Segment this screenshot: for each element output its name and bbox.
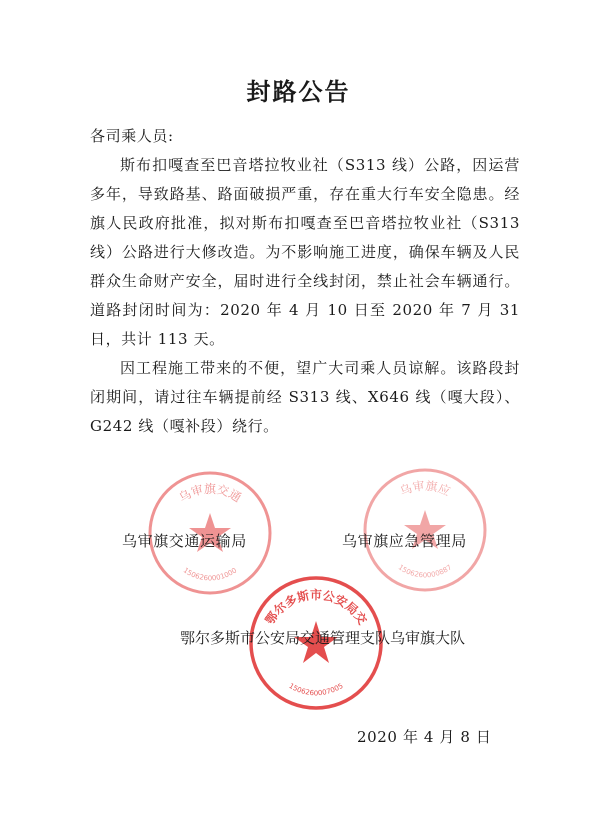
paragraph-detour-info: 因工程施工带来的不便，望广大司乘人员谅解。该路段封闭期间，请过往车辆提前经 S313 线、X646 线（嘎大段）、G242 线（嘎补段）绕行。 (90, 359, 520, 435)
paragraph-closure-details: 斯布扣嘎查至巴音塔拉牧业社（S313 线）公路，因运营多年，导致路基、路面破损严重，存在重大行车安全隐患。经旗人民政府批准，拟对斯布扣嘎查至巴音塔拉牧业社（S313 线）公路进行大修改造。为不影响施工进度，确保车辆及人民群众生命财产安全，届时进行全线封闭，禁止社会车辆通行。道路封闭时间为：2020 年 4 月 10 日至 2020 年 7 月 31 日，共计 113 天。 (90, 156, 520, 348)
svg-text:乌审旗应: 乌审旗应 (397, 478, 453, 499)
signature-emergency-bureau: 乌审旗应急管理局 (342, 532, 467, 550)
signature-transport-bureau: 乌审旗交通运输局 (122, 532, 247, 550)
salutation: 各司乘人员: (90, 127, 174, 145)
svg-text:1506260001000: 1506260001000 (181, 566, 239, 583)
svg-text:乌审旗交通: 乌审旗交通 (176, 482, 244, 505)
svg-text:鄂尔多斯市公安局交: 鄂尔多斯市公安局交 (262, 587, 370, 628)
svg-text:1506260007005: 1506260007005 (287, 681, 345, 698)
notice-body (90, 122, 520, 441)
signature-police-brigade: 鄂尔多斯市公安局交通管理支队乌审旗大队 (180, 629, 466, 647)
svg-text:1506260000887: 1506260000887 (396, 563, 454, 580)
notice-title: 封路公告 (246, 78, 351, 106)
notice-date: 2020 年 4 月 8 日 (357, 728, 492, 746)
